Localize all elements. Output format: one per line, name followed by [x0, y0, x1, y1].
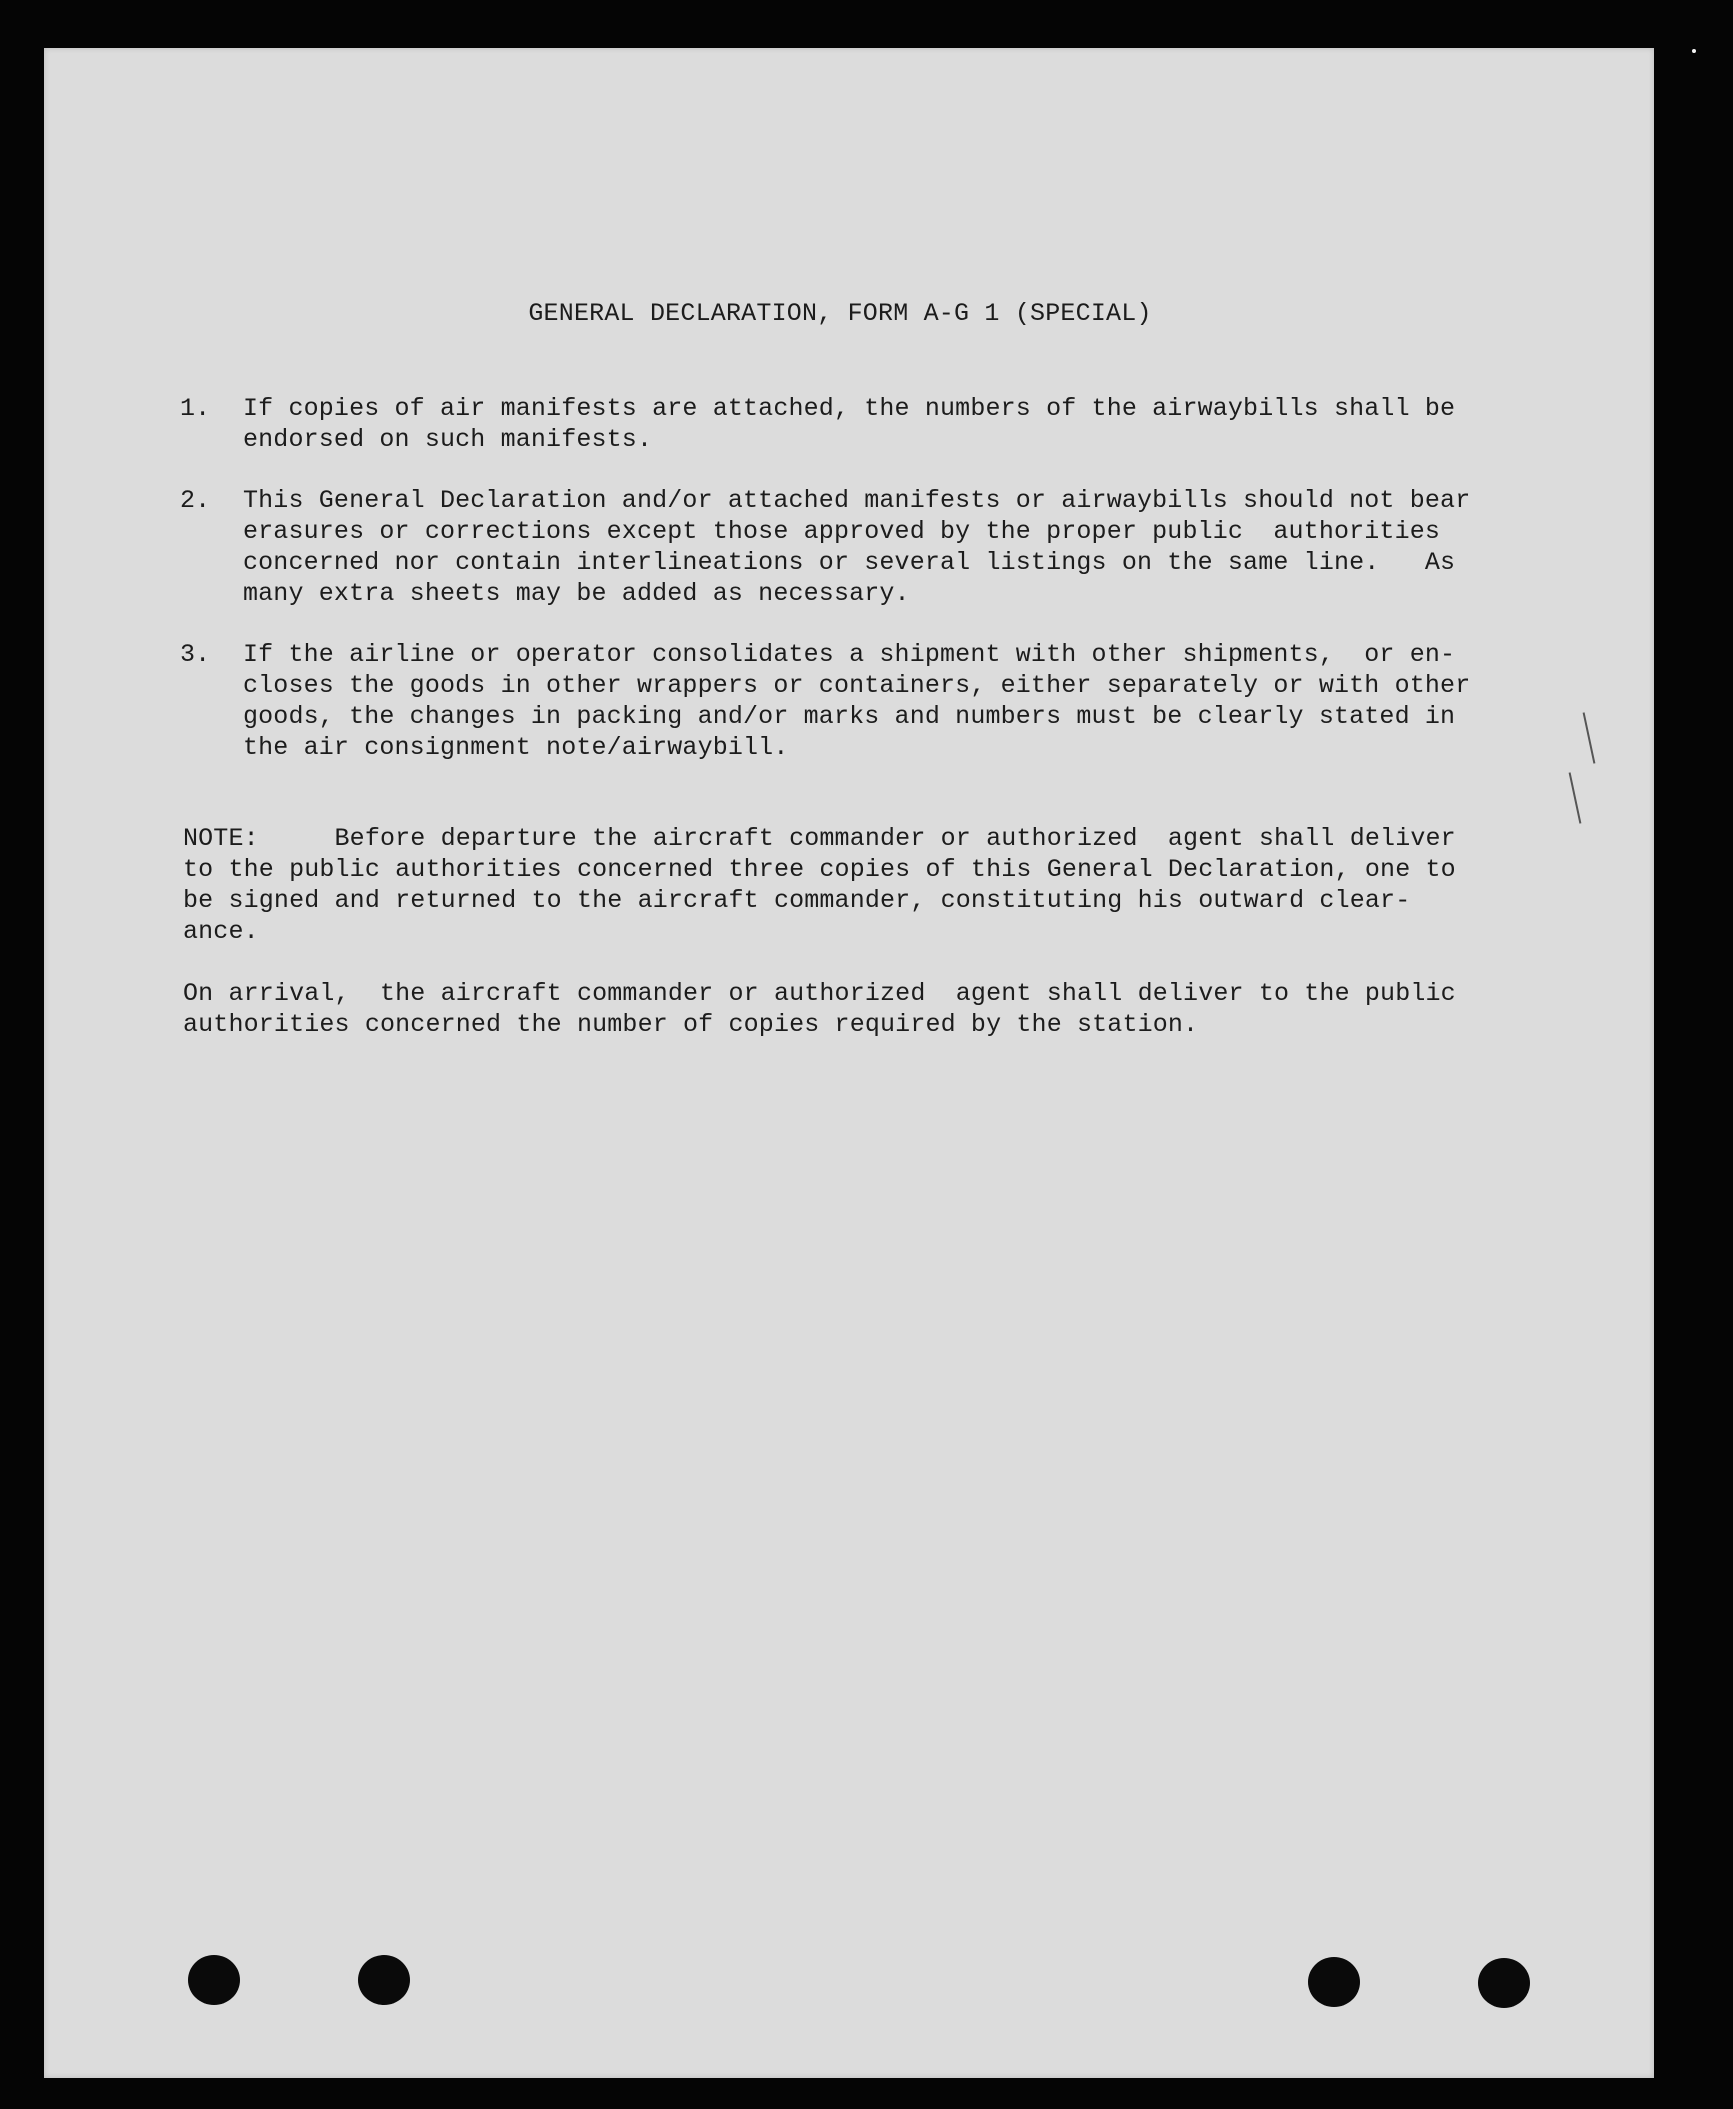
document-title: GENERAL DECLARATION, FORM A-G 1 (SPECIAL)	[528, 299, 1152, 328]
dust-speck	[1692, 49, 1696, 53]
arrival-line-1: On arrival, the aircraft commander or authorized agent shall deliver to the public	[183, 979, 1456, 1008]
item-3-text	[243, 639, 1470, 763]
arrival-paragraph	[183, 978, 1456, 1040]
item-number-3: 3.	[180, 640, 211, 669]
punch-hole	[188, 1955, 240, 2005]
item-3-line-1: If the airline or operator consolidates a shipment with other shipments, or en-	[243, 640, 1456, 669]
item-number-1: 1.	[180, 394, 211, 423]
punch-hole	[358, 1955, 410, 2005]
punch-hole	[1308, 1957, 1360, 2007]
item-3-line-3: goods, the changes in packing and/or marks and numbers must be clearly stated in	[243, 702, 1456, 731]
note-line-2: to the public authorities concerned three copies of this General Declaration, one to	[183, 855, 1456, 884]
note-line-1: NOTE: Before departure the aircraft commander or authorized agent shall deliver	[183, 824, 1456, 853]
item-2-line-3: concerned nor contain interlineations or several listings on the same line. As	[243, 548, 1456, 577]
item-2-line-2: erasures or corrections except those approved by the proper public authorities	[243, 517, 1441, 546]
item-1-line-2: endorsed on such manifests.	[243, 425, 653, 454]
arrival-line-2: authorities concerned the number of copies required by the station.	[183, 1010, 1199, 1039]
item-3-line-4: the air consignment note/airwaybill.	[243, 733, 789, 762]
document-page	[44, 48, 1654, 2078]
item-1-text	[243, 393, 1455, 455]
item-2-line-4: many extra sheets may be added as necessary.	[243, 579, 910, 608]
item-1-line-1: If copies of air manifests are attached, the numbers of the airwaybills shall be	[243, 394, 1456, 423]
note-paragraph	[183, 823, 1456, 947]
punch-hole	[1478, 1958, 1530, 2008]
item-3-line-2: closes the goods in other wrappers or containers, either separately or with other	[243, 671, 1471, 700]
item-2-text	[243, 485, 1470, 609]
note-line-4: ance.	[183, 917, 259, 946]
note-line-3: be signed and returned to the aircraft commander, constituting his outward clear-	[183, 886, 1411, 915]
item-number-2: 2.	[180, 486, 211, 515]
item-2-line-1: This General Declaration and/or attached manifests or airwaybills should not bear	[243, 486, 1471, 515]
